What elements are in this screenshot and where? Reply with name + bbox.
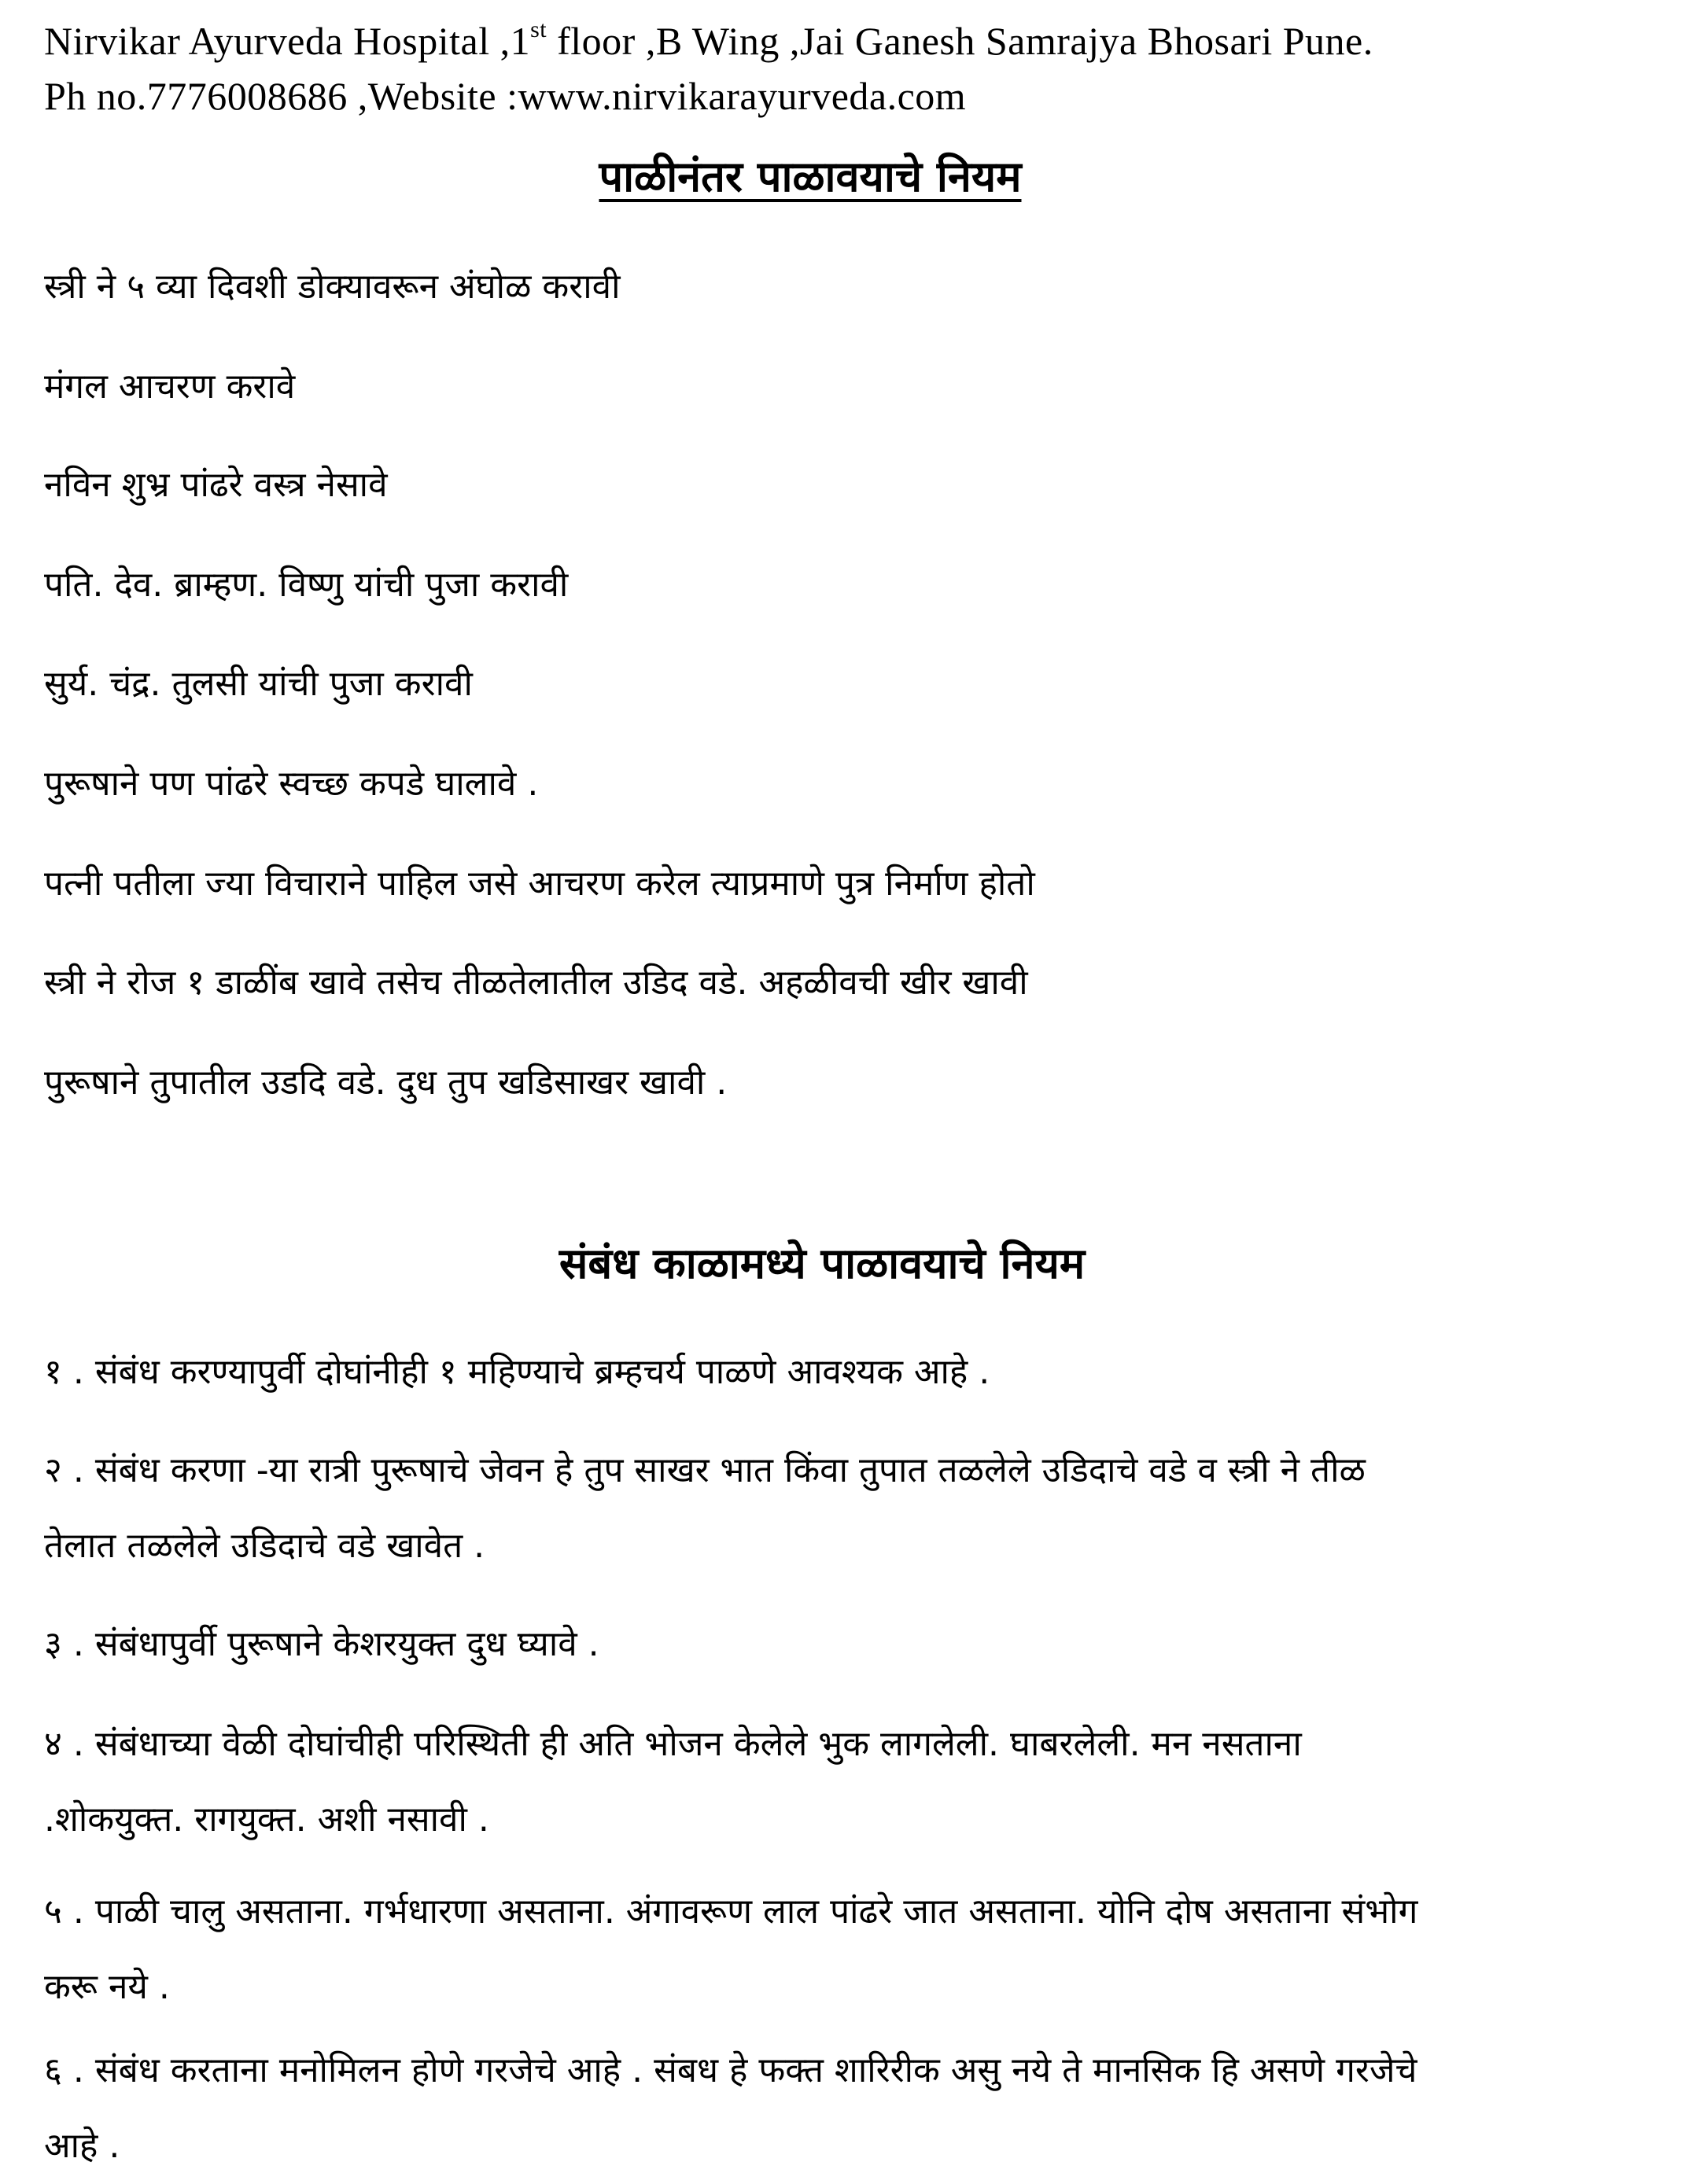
ordinal-superscript: st xyxy=(530,17,547,42)
section-title-during-relation: संबंध काळामध्ये पाळावयाचे नियम xyxy=(558,1239,1086,1288)
rule-item: पुरूषाने तुपातील उडदि वडे. दुध तुप खडिसाखर खावी . xyxy=(44,1063,728,1103)
rule-line: आहे . xyxy=(44,2126,120,2166)
rule-item: स्त्री ने ५ व्या दिवशी डोक्यावरून अंघोळ करावी xyxy=(44,267,621,307)
rule-item: पति. देव. ब्राम्हण. विष्णु यांची पुजा करावी xyxy=(44,565,569,605)
section-title-text: पाळीनंतर पाळावयाचे नियम xyxy=(599,152,1022,201)
numbered-rule-3: ३ . संबंधापुर्वी पुरूषाने केशरयुक्त दुध घ्यावे . xyxy=(44,1624,599,1664)
rule-line: .शोकयुक्त. रागयुक्त. अशी नसावी . xyxy=(44,1799,489,1840)
rule-item: स्त्री ने रोज १ डाळींब खावे तसेच तीळतेलातील उडिद वडे. अहळीवची खीर खावी xyxy=(44,963,1028,1003)
address-text-part2: floor ,B Wing ,Jai Ganesh Samrajya Bhosari Pune. xyxy=(547,19,1373,63)
rule-item: मंगल आचरण करावे xyxy=(44,366,296,407)
numbered-rule-1: १ . संबंध करण्यापुर्वी दोघांनीही १ महिण्याचे ब्रम्हचर्य पाळणे आवश्यक आहे . xyxy=(44,1352,990,1392)
numbered-rule-5 xyxy=(44,1874,1586,2025)
numbered-rule-2 xyxy=(44,1433,1586,1584)
address-text-part1: Nirvikar Ayurveda Hospital ,1 xyxy=(44,19,531,63)
rule-line: ६ . संबंध करताना मनोमिलन होणे गरजेचे आहे . संबध हे फक्त शारिरीक असु नये ते मानसिक हि असणे गरजेचे xyxy=(44,2050,1417,2090)
rule-line: तेलात तळलेले उडिदाचे वडे खावेत . xyxy=(44,1526,485,1566)
rule-item: सुर्य. चंद्र. तुलसी यांची पुजा करावी xyxy=(44,664,473,704)
rule-line: करू नये . xyxy=(44,1967,170,2007)
rule-line: ४ . संबंधाच्या वेळी दोघांचीही परिस्थिती ही अति भोजन केलेले भुक लागलेली. घाबरलेली. मन नसताना xyxy=(44,1724,1302,1764)
section-title-after-period xyxy=(0,149,1620,204)
numbered-rule-6 xyxy=(44,2033,1586,2184)
contact-line: Ph no.7776008686 ,Website :www.nirvikarayurveda.com xyxy=(44,74,967,118)
numbered-rule-4 xyxy=(44,1707,1586,1858)
rule-line: २ . संबंध करणा -या रात्री पुरूषाचे जेवन हे तुप साखर भात किंवा तुपात तळलेले उडिदाचे वडे व स्त्री ने तीळ xyxy=(44,1450,1366,1490)
rule-item: नविन शुभ्र पांढरे वस्त्र नेसावे xyxy=(44,465,388,505)
rule-item: पुरूषाने पण पांढरे स्वच्छ कपडे घालावे . xyxy=(44,764,539,804)
hospital-address xyxy=(44,17,1373,64)
rule-item: पत्नी पतीला ज्या विचाराने पाहिल जसे आचरण करेल त्याप्रमाणे पुत्र निर्माण होतो xyxy=(44,864,1035,904)
rule-line: ५ . पाळी चालु असताना. गर्भधारणा असताना. अंगावरूण लाल पांढरे जात असताना. योनि दोष असताना संभोग xyxy=(44,1891,1418,1932)
